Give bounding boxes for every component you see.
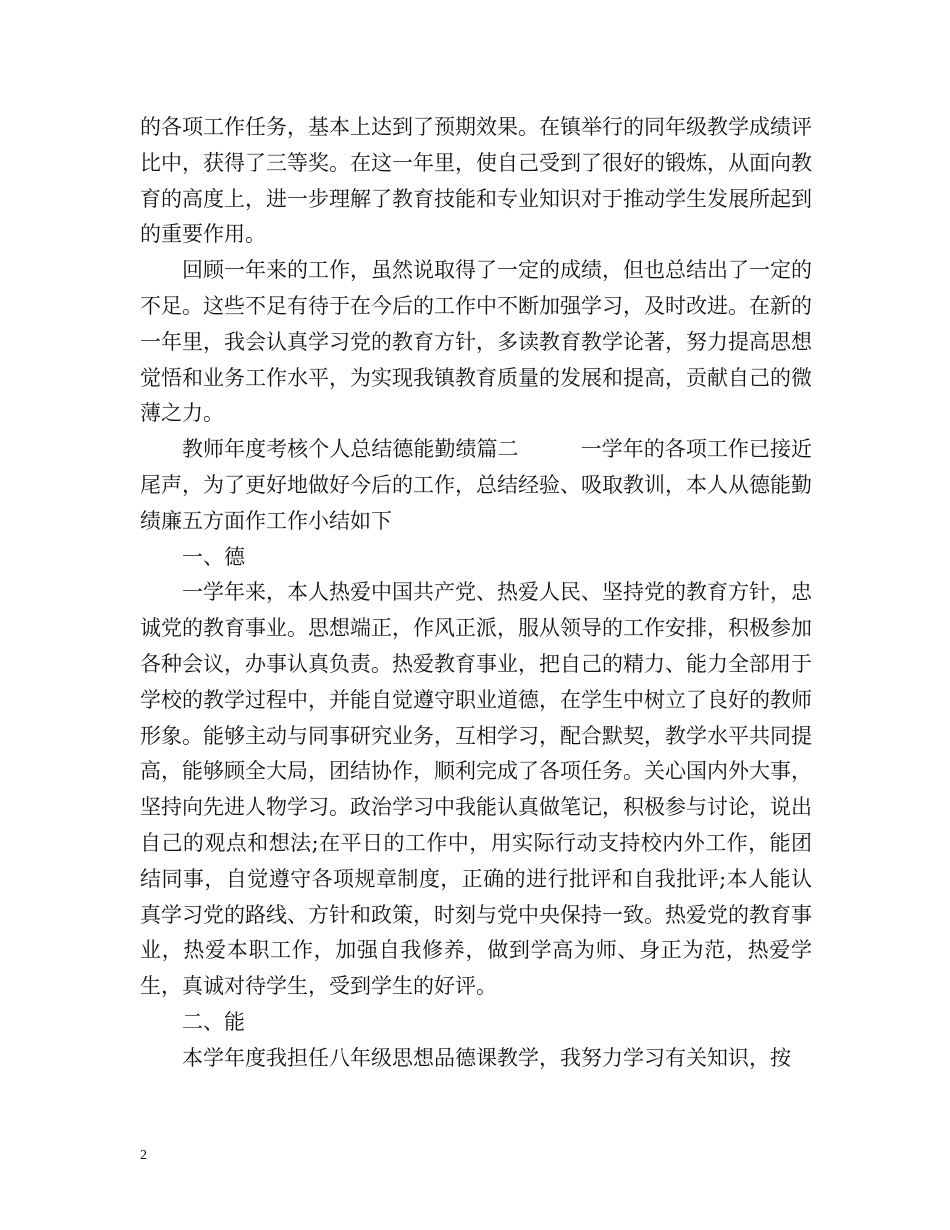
page-number: 2	[140, 1148, 147, 1163]
article-title: 教师年度考核个人总结德能勤绩篇二	[182, 437, 519, 462]
paragraph-continuation: 的各项工作任务，基本上达到了预期效果。在镇举行的同年级教学成绩评比中，获得了三等奖。在这一年里，使自己受到了很好的锻炼，从面向教育的高度上，进一步理解了教育技能和专业知识对于推动学生发展所起到的重要作用。	[140, 115, 812, 247]
document-body	[140, 110, 812, 1077]
section-heading-neng: 二、能	[182, 1009, 245, 1034]
article-intro: 一学年的各项工作已接近尾声，为了更好地做好今后的工作，总结经验、吸取教训，本人从德能勤绩廉五方面作工作小结如下	[140, 437, 813, 533]
section-heading-de: 一、德	[182, 544, 245, 569]
paragraph-title-intro	[140, 432, 812, 539]
paragraph-de: 一学年来，本人热爱中国共产党、热爱人民、坚持党的教育方针，忠诚党的教育事业。思想端正，作风正派，服从领导的工作安排，积极参加各种会议，办事认真负责。热爱教育事业，把自己的精力、能力全部用于学校的教学过程中，并能自觉遵守职业道德，在学生中树立了良好的教师形象。能够主动与同事研究业务，互相学习，配合默契，教学水平共同提高，能够顾全大局，团结协作，顺利完成了各项任务。关心国内外大事，坚持向先进人物学习。政治学习中我能认真做笔记，积极参与讨论，说出自己的观点和想法;在平日的工作中，用实际行动支持校内外工作，能团结同事，自觉遵守各项规章制度，正确的进行批评和自我批评;本人能认真学习党的路线、方针和政策，时刻与党中央保持一致。热爱党的教育事业，热爱本职工作，加强自我修养，做到学高为师、身正为范，热爱学生，真诚对待学生，受到学生的好评。	[140, 580, 812, 999]
paragraph-neng: 本学年度我担任八年级思想品德课教学，我努力学习有关知识，按	[182, 1045, 791, 1070]
paragraph-review: 回顾一年来的工作，虽然说取得了一定的成绩，但也总结出了一定的不足。这些不足有待于在今后的工作中不断加强学习，及时改进。在新的一年里，我会认真学习党的教育方针，多读教育教学论著，努力提高思想觉悟和业务工作水平，为实现我镇教育质量的发展和提高，贡献自己的微薄之力。	[140, 258, 812, 426]
